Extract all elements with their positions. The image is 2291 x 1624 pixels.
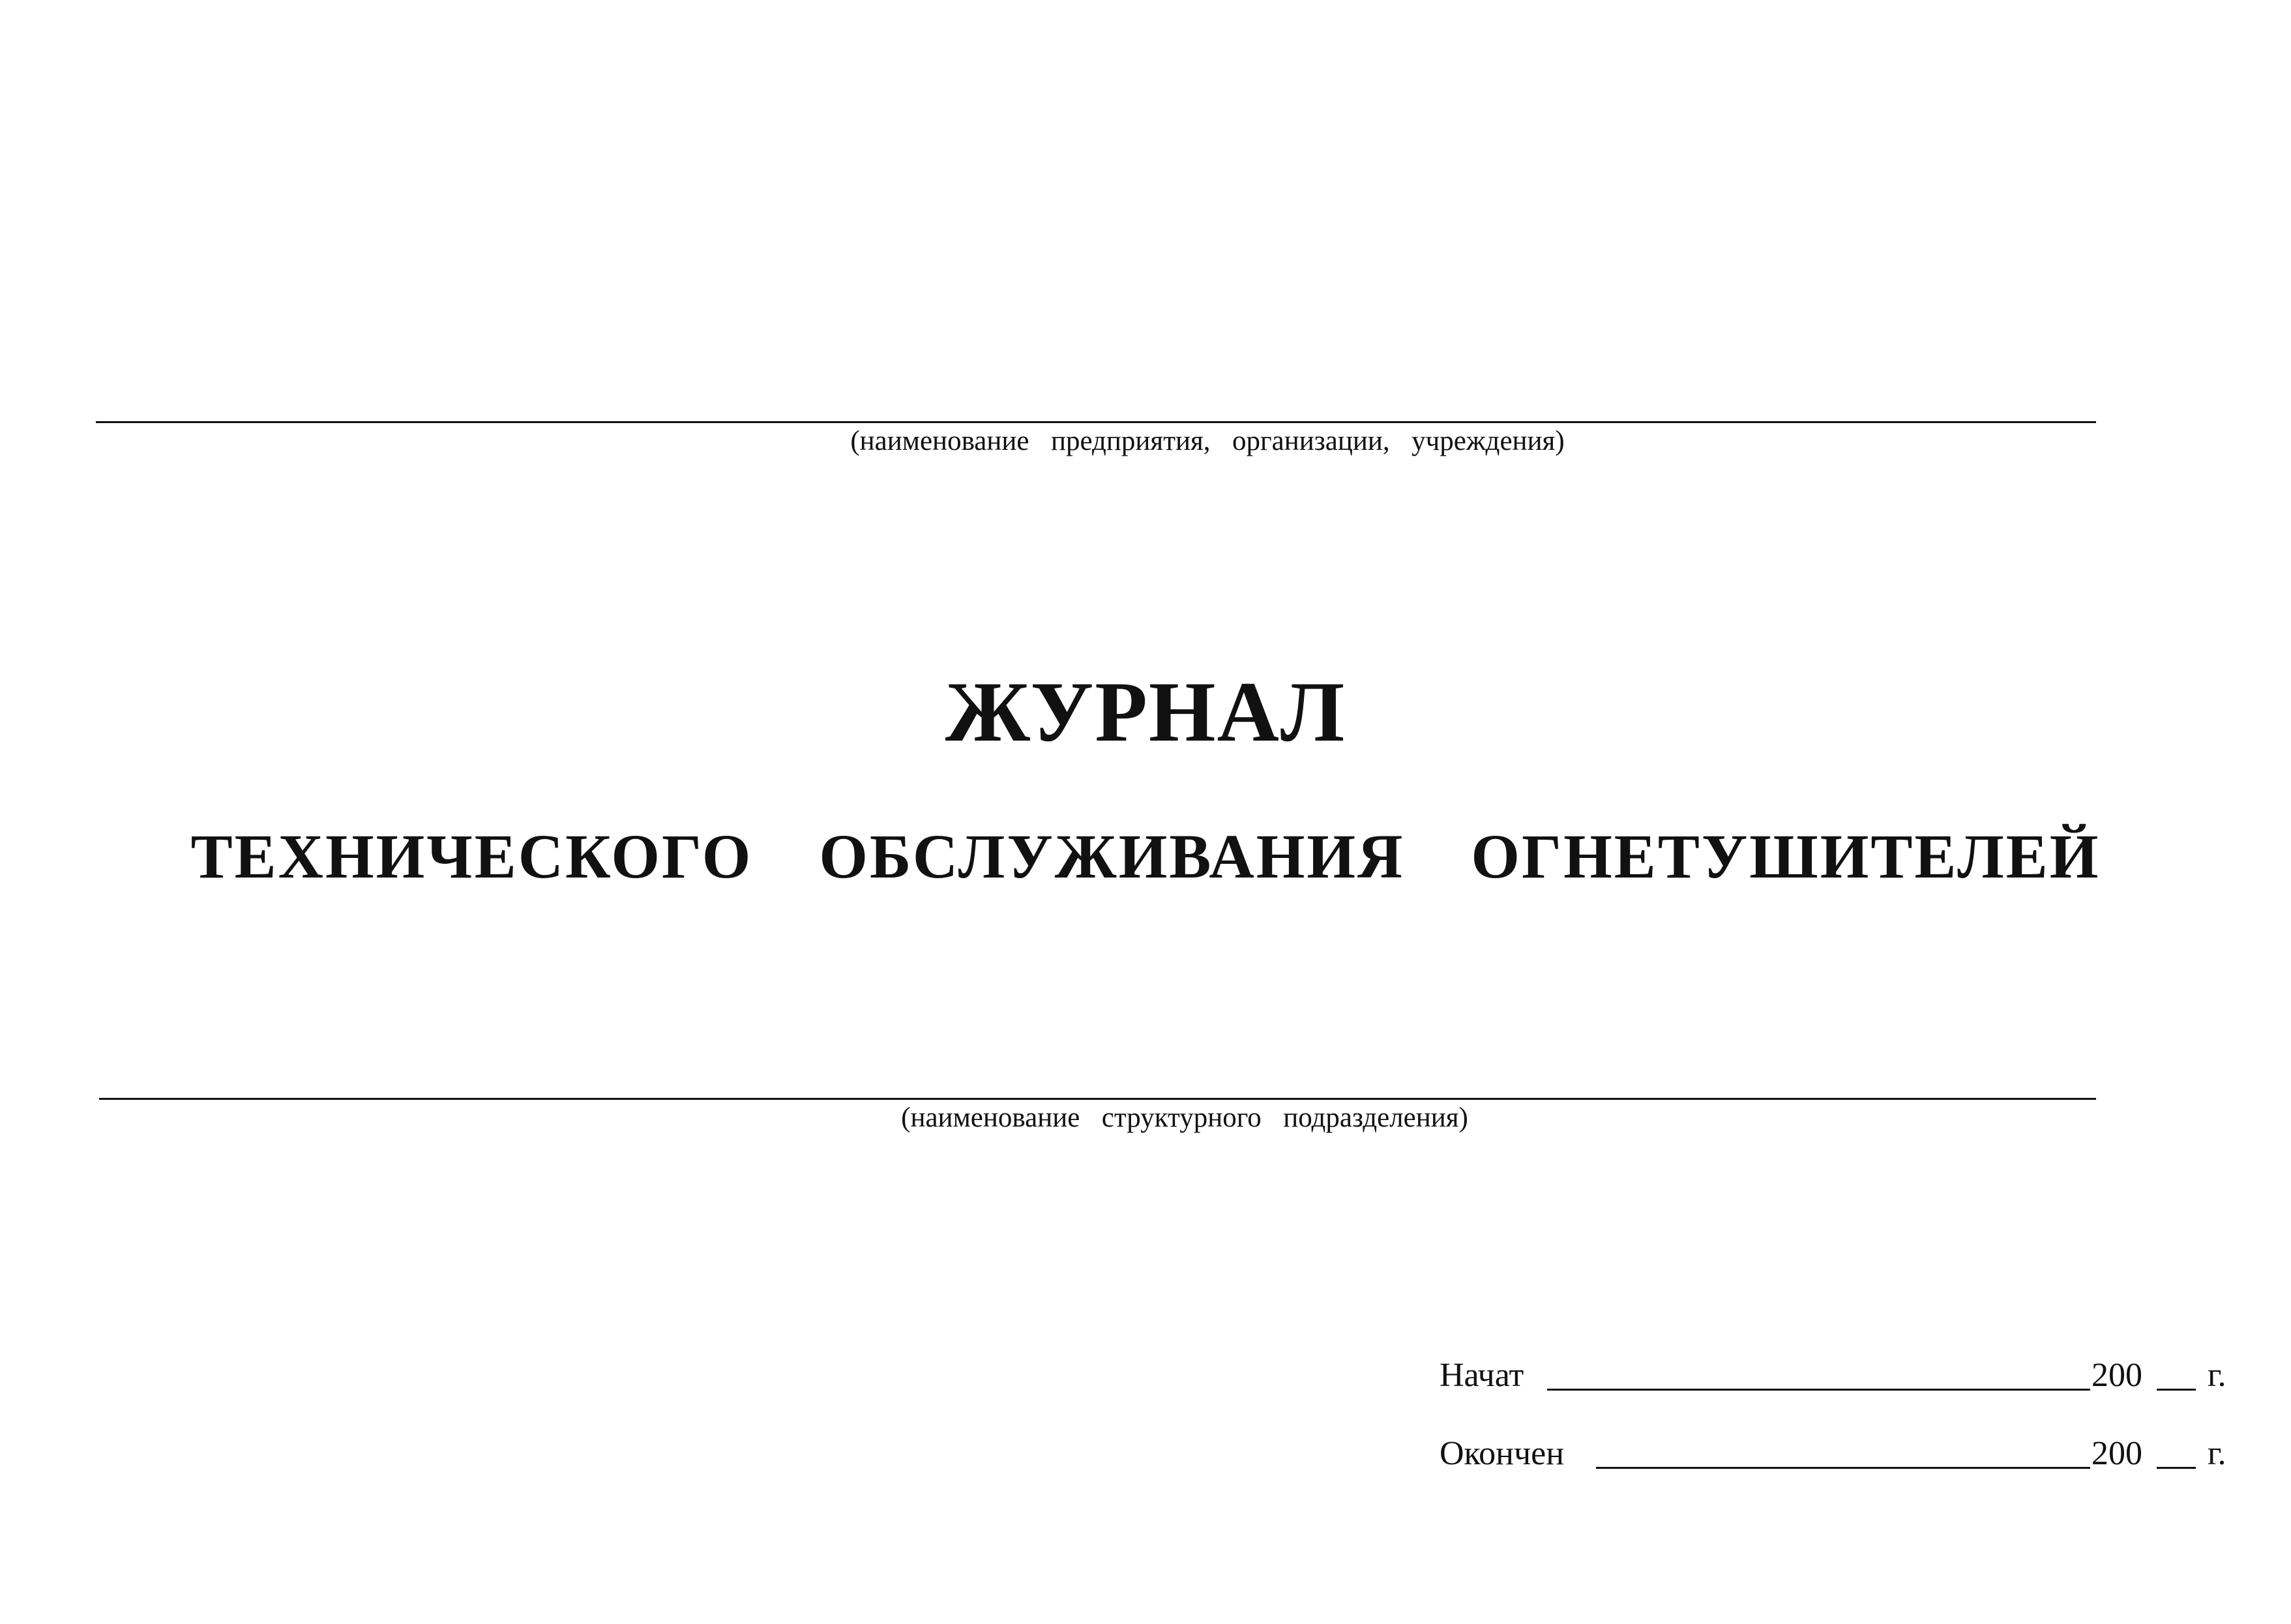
organization-name-caption: (наименование предприятия, организации, учреждения): [850, 426, 1565, 456]
page-subtitle: ТЕХНИЧЕСКОГО ОБСЛУЖИВАНИЯ ОГНЕТУШИТЕЛЕЙ: [190, 821, 2101, 891]
subdivision-name-caption: (наименование структурного подразделения): [901, 1102, 1468, 1133]
finish-date-year-suffix: г.: [2208, 1435, 2226, 1472]
start-date-year: 200: [2091, 1357, 2142, 1394]
start-date-year-suffix: г.: [2208, 1357, 2226, 1394]
start-date-year-blank[interactable]: [2157, 1389, 2196, 1391]
page-title: ЖУРНАЛ: [945, 664, 1346, 760]
finish-date-year: 200: [2091, 1435, 2142, 1472]
start-date-label: Начат: [1440, 1357, 1524, 1394]
finish-date-label: Окончен: [1440, 1435, 1565, 1472]
finish-date-year-blank[interactable]: [2157, 1467, 2196, 1469]
start-date-day-blank[interactable]: [1547, 1389, 2090, 1391]
subdivision-name-line[interactable]: [99, 1098, 2096, 1100]
finish-date-day-blank[interactable]: [1596, 1467, 2090, 1469]
start-date-row: [1440, 1357, 2226, 1398]
organization-name-line[interactable]: [96, 421, 2096, 423]
finish-date-row: [1440, 1435, 2226, 1477]
